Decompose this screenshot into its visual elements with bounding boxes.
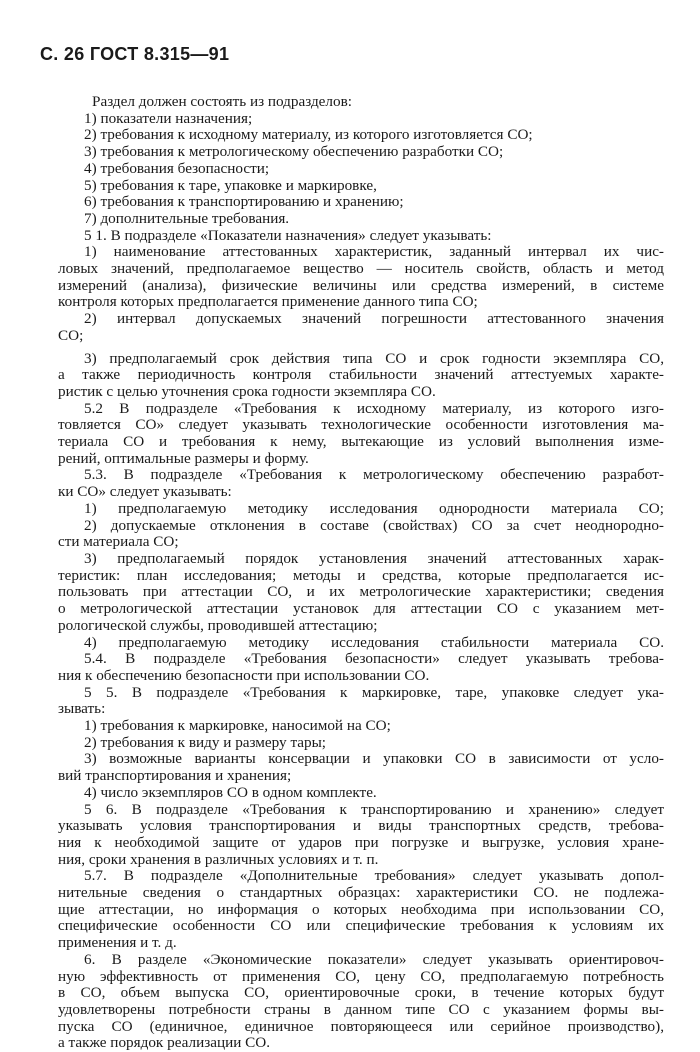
text-line: контроля которых предполагается применение данного типа СО; bbox=[58, 293, 478, 311]
text-line: 2) допускаемые отклонения в составе (свойствах) СО за счет неоднородно- bbox=[84, 516, 664, 534]
text-line: 5.7. В подразделе «Дополнительные требования» следует указывать допол- bbox=[84, 867, 664, 885]
text-line: 3) предполагаемый срок действия типа СО и срок годности экземпляра СО, bbox=[84, 349, 664, 367]
text-line: зывать: bbox=[58, 700, 106, 718]
text-line: 5.3. В подразделе «Требования к метрологическому обеспечению разработ- bbox=[84, 466, 664, 484]
text-line: вий транспортирования и хранения; bbox=[58, 767, 292, 785]
text-line: а также порядок реализации СО. bbox=[58, 1034, 271, 1052]
text-line: 3) возможные варианты консервации и упаковки СО в зависимости от усло- bbox=[84, 750, 664, 768]
text-line: удовлетворены потребности страны в данном типе СО с указанием формы вы- bbox=[58, 1000, 664, 1018]
text-line: указывать условия транспортирования и виды транспортных средств, требова- bbox=[58, 817, 664, 835]
text-line: пуска СО (единичное, единичное повторяющееся или серийное производство), bbox=[58, 1017, 664, 1035]
text-line: 3) предполагаемый порядок установления значений аттестованных харак- bbox=[84, 549, 664, 567]
text-line: ную эффективность от применения СО, цену СО, предполагаемую потребность bbox=[58, 967, 664, 985]
text-line: щие аттестации, но информация о которых необходима при использовании СО, bbox=[58, 900, 664, 918]
text-line: о метрологической аттестации установок для аттестации СО с указанием мет- bbox=[58, 600, 664, 618]
text-line: 1) наименование аттестованных характеристик, заданный интервал их чис- bbox=[84, 243, 664, 261]
page-header: С. 26 ГОСТ 8.315—91 bbox=[40, 44, 230, 64]
text-line: специфические особенности СО или специфические требования к условиям их bbox=[58, 917, 664, 935]
text-line: 3) требования к метрологическому обеспечению разработки СО; bbox=[84, 143, 504, 161]
text-line: 1) требования к маркировке, наносимой на СО; bbox=[84, 717, 391, 735]
text-line: ки СО» следует указывать: bbox=[58, 483, 232, 501]
text-line: 5 6. В подразделе «Требования к транспортированию и хранению» следует bbox=[84, 800, 664, 818]
text-line: СО; bbox=[58, 326, 84, 344]
text-line: 1) предполагаемую методику исследования однородности материала СО; bbox=[84, 499, 664, 517]
text-line: пользовать при аттестации СО, и их метрологические характеристики; сведения bbox=[58, 583, 664, 601]
text-line: товляется СО» следует указывать технологические особенности изготовления ма- bbox=[58, 416, 664, 434]
text-line: измерений (анализа), физические величины или средства измерений, в системе bbox=[58, 276, 664, 294]
text-line: теристик: план исследования; методы и средства, которые предполагается ис- bbox=[58, 566, 664, 584]
text-line: а также периодичность контроля стабильности значений аттестуемых характе- bbox=[58, 366, 664, 384]
text-line: 4) требования безопасности; bbox=[84, 159, 270, 177]
text-line: 2) требования к виду и размеру тары; bbox=[84, 733, 327, 751]
text-line: применения и т. д. bbox=[58, 934, 177, 952]
text-line: 4) число экземпляров СО в одном комплекте. bbox=[84, 783, 377, 801]
text-line: нительные сведения о стандартных образцах: характеристики СО. не подлежа- bbox=[58, 884, 664, 902]
text-line: 5) требования к таре, упаковке и маркировке, bbox=[84, 176, 377, 194]
text-line: 5.4. В подразделе «Требования безопасности» следует указывать требова- bbox=[84, 650, 664, 668]
text-line: Раздел должен состоять из подразделов: bbox=[92, 93, 352, 110]
text-line: в СО, объем выпуска СО, ориентировочные сроки, в течение которых будут bbox=[58, 984, 664, 1002]
text-line: рений, оптимальные размеры и форму. bbox=[58, 449, 309, 467]
text-line: 5 5. В подразделе «Требования к маркировке, таре, упаковке следует ука- bbox=[84, 683, 664, 701]
text-line: ловых значений, предполагаемое вещество — носитель свойств, область и метод bbox=[58, 260, 664, 278]
text-line: 2) требования к исходному материалу, из которого изготовляется СО; bbox=[84, 126, 533, 144]
text-line: 5 1. В подразделе «Показатели назначения» следует указывать: bbox=[84, 226, 492, 244]
text-line: 2) интервал допускаемых значений погрешности аттестованного значения bbox=[84, 310, 664, 328]
text-line: сти материала СО; bbox=[58, 533, 179, 551]
text-line: 6) требования к транспортированию и хранению; bbox=[84, 193, 404, 211]
text-line: ния к необходимой защите от ударов при погрузке и выгрузке, условия хране- bbox=[58, 833, 664, 851]
document-body bbox=[58, 94, 664, 1052]
text-line: 1) показатели назначения; bbox=[84, 109, 253, 127]
text-line: 7) дополнительные требования. bbox=[84, 209, 290, 227]
text-line: 4) предполагаемую методику исследования стабильности материала СО. bbox=[84, 633, 664, 651]
text-line: териала СО и требования к нему, вытекающие из условий выполнения изме- bbox=[58, 433, 664, 451]
text-line: 6. В разделе «Экономические показатели» следует указывать ориентировоч- bbox=[84, 950, 664, 968]
text-line: ния к обеспечению безопасности при использовании СО. bbox=[58, 666, 430, 684]
text-line: ния, сроки хранения в различных условиях и т. п. bbox=[58, 850, 379, 868]
text-line: 5.2 В подразделе «Требования к исходному материалу, из которого изго- bbox=[84, 399, 664, 417]
text-line: ристик с целью уточнения срока годности экземпляра СО. bbox=[58, 382, 436, 400]
text-line: рологической службы, проводившей аттестацию; bbox=[58, 616, 378, 634]
